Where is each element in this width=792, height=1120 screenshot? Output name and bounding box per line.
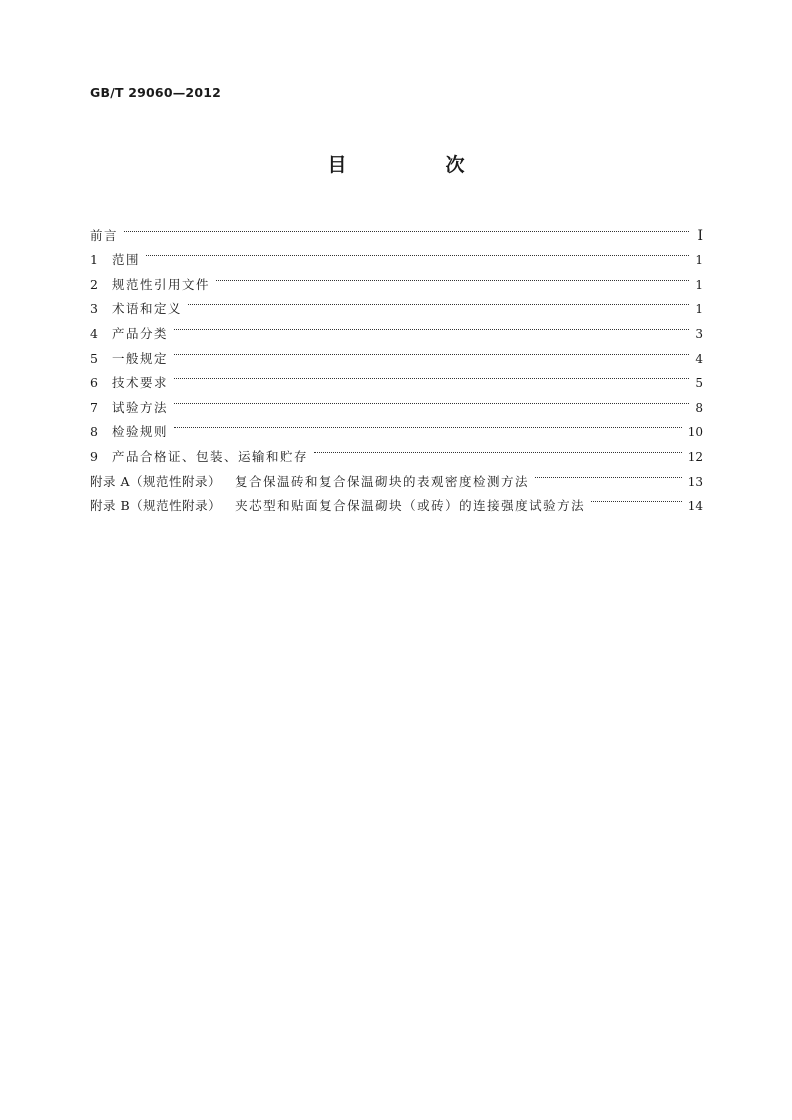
toc-annex-prefix: 附录 A（规范性附录） xyxy=(90,473,222,489)
dot-leader xyxy=(174,338,689,363)
toc-page-number: Ⅰ xyxy=(697,227,703,244)
dot-leader xyxy=(314,436,682,461)
toc-page-number: 8 xyxy=(695,400,703,415)
toc-entry-number: 7 xyxy=(90,399,98,415)
toc-entry-7[interactable] xyxy=(90,387,703,415)
toc-entry-title: 检验规则 xyxy=(112,424,169,440)
toc-entry-title: 规范性引用文件 xyxy=(112,276,211,292)
toc-entry-title: 夹芯型和贴面复合保温砌块（或砖）的连接强度试验方法 xyxy=(235,498,586,514)
dot-leader xyxy=(535,461,682,486)
toc-entry-number: 4 xyxy=(90,325,98,341)
toc-entry-title: 产品分类 xyxy=(112,325,169,341)
toc-page-number: 1 xyxy=(695,253,703,268)
toc-entry-foreword[interactable] xyxy=(90,215,703,244)
toc-entry-number: 3 xyxy=(90,301,98,317)
toc-entry-title: 产品合格证、包装、运输和贮存 xyxy=(112,448,309,464)
toc-entry-number: 6 xyxy=(90,375,98,391)
toc-entry-title: 前言 xyxy=(90,227,119,243)
toc-entry-9[interactable] xyxy=(90,436,703,464)
toc-entry-4[interactable] xyxy=(90,313,703,341)
dot-leader xyxy=(146,240,689,265)
toc-entry-1[interactable] xyxy=(90,240,703,268)
toc-entry-title: 试验方法 xyxy=(112,399,169,415)
toc-entry-number: 1 xyxy=(90,252,98,268)
dot-leader xyxy=(124,215,689,240)
toc-entry-8[interactable] xyxy=(90,412,703,440)
toc-entry-title: 复合保温砖和复合保温砌块的表观密度检测方法 xyxy=(235,473,530,489)
dot-leader xyxy=(174,387,689,412)
dot-leader xyxy=(188,289,689,314)
toc-entry-title: 范围 xyxy=(112,252,141,268)
toc-entry-title: 术语和定义 xyxy=(112,301,183,317)
toc-entry-number: 8 xyxy=(90,424,98,440)
dot-leader xyxy=(174,363,689,388)
toc-entry-2[interactable] xyxy=(90,264,703,292)
dot-leader xyxy=(174,313,689,338)
toc-annex-prefix: 附录 B（规范性附录） xyxy=(90,498,222,514)
toc-list xyxy=(90,215,703,514)
toc-page-number: 3 xyxy=(695,326,703,341)
toc-page-number: 5 xyxy=(695,376,703,391)
toc-page-number: 14 xyxy=(687,499,703,514)
toc-entry-6[interactable] xyxy=(90,363,703,391)
dot-leader xyxy=(591,486,682,511)
toc-page-number: 10 xyxy=(687,425,703,440)
standard-code: GB/T 29060—2012 xyxy=(90,85,222,100)
toc-entry-number: 2 xyxy=(90,276,98,292)
toc-entry-title: 一般规定 xyxy=(112,350,169,366)
dot-leader xyxy=(174,412,682,437)
toc-entry-number: 5 xyxy=(90,350,98,366)
toc-page-number: 12 xyxy=(687,449,703,464)
toc-entry-number: 9 xyxy=(90,448,98,464)
toc-entry-title: 技术要求 xyxy=(112,375,169,391)
dot-leader xyxy=(216,264,689,289)
toc-page-number: 1 xyxy=(695,302,703,317)
toc-page-number: 1 xyxy=(695,277,703,292)
toc-page-number: 13 xyxy=(687,474,703,489)
toc-title: 目 次 xyxy=(327,154,505,176)
toc-page-number: 4 xyxy=(695,351,703,366)
toc-entry-5[interactable] xyxy=(90,338,703,366)
